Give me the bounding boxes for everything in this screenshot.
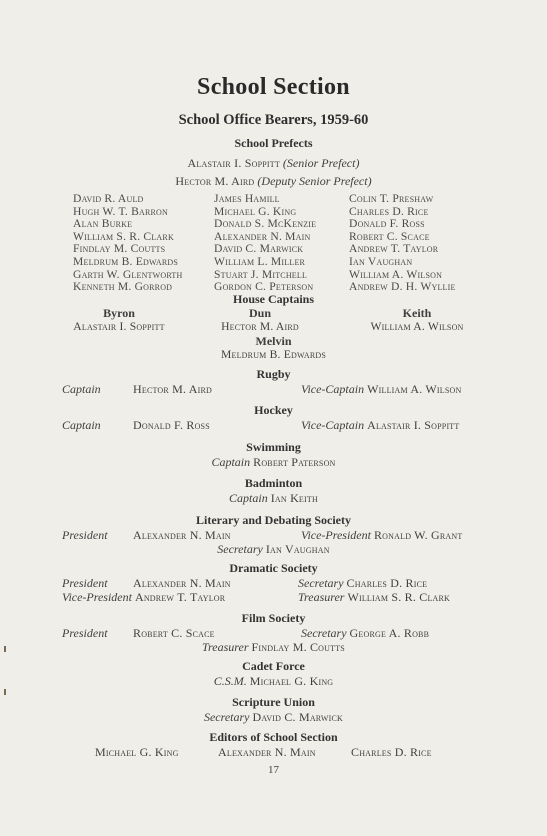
dramatic-treasurer-label: Treasurer — [298, 590, 345, 604]
dramatic-vice-president — [62, 590, 225, 605]
section-subtitle: School Office Bearers, 1959-60 — [178, 112, 369, 128]
prefect-name: Stuart J. Mitchell — [214, 267, 308, 281]
prefect-name: Gordon C. Peterson — [214, 280, 314, 294]
prefect-name: Charles D. Rice — [349, 204, 429, 218]
prefect-name: David C. Marwick — [214, 242, 304, 256]
hockey-vice-name: Alastair I. Soppitt — [367, 418, 460, 432]
prefect-name: Findlay M. Coutts — [73, 242, 166, 256]
scripture-heading: Scripture Union — [232, 695, 315, 709]
dramatic-secretary-name: Charles D. Rice — [346, 576, 428, 590]
house-captains-heading: House Captains — [232, 292, 315, 306]
senior-prefect-line — [0, 156, 547, 171]
hockey-vice-captain — [301, 418, 459, 433]
rugby-vice-name: William A. Wilson — [367, 382, 462, 396]
badminton-captain-name: Ian Keith — [270, 491, 318, 505]
literary-president-label: President — [62, 528, 108, 542]
badminton-captain — [0, 491, 547, 506]
film-heading: Film Society — [241, 611, 306, 625]
senior-prefect-name: Alastair I. Soppitt — [187, 156, 280, 170]
house-name: Dun — [248, 306, 271, 320]
prefects-column-2 — [214, 193, 316, 294]
dramatic-secretary — [298, 576, 427, 591]
scripture-name: David C. Marwick — [252, 710, 344, 724]
prefect-name: Meldrum B. Edwards — [73, 254, 178, 268]
film-treasurer-name: Findlay M. Coutts — [251, 640, 345, 654]
cadet-label: C.S.M. — [213, 674, 247, 688]
prefect-name: Colin T. Preshaw — [349, 192, 434, 205]
film-treasurer — [0, 640, 547, 655]
prefect-name: Alexander N. Main — [214, 229, 311, 243]
literary-secretary-label: Secretary — [217, 542, 263, 556]
prefect-name: Kenneth M. Gorrod — [73, 280, 173, 294]
editor-name: Alexander N. Main — [218, 745, 316, 759]
editor-name: Charles D. Rice — [351, 745, 432, 759]
house-captain-name: Hector M. Aird — [221, 320, 299, 333]
prefect-name: Donald S. McKenzie — [214, 217, 317, 231]
prefects-column-1 — [73, 193, 183, 294]
deputy-prefect-role: (Deputy Senior Prefect) — [257, 174, 372, 188]
house-captain-name: Meldrum B. Edwards — [221, 348, 326, 361]
page-title: School Section — [197, 74, 350, 100]
deputy-prefect-line — [0, 174, 547, 189]
swimming-heading: Swimming — [246, 440, 301, 454]
rugby-vice-captain — [301, 382, 461, 397]
film-treasurer-label: Treasurer — [202, 640, 249, 654]
house-dun — [200, 306, 320, 333]
dramatic-secretary-label: Secretary — [298, 576, 344, 590]
house-byron — [62, 306, 176, 333]
swimming-captain-name: Robert Paterson — [253, 455, 336, 469]
scripture-secretary — [0, 710, 547, 725]
literary-vice-label: Vice-President — [301, 528, 371, 542]
margin-mark — [4, 689, 6, 695]
badminton-heading: Badminton — [244, 476, 303, 490]
prefect-name: William L. Miller — [214, 254, 306, 268]
literary-vice-president — [301, 528, 462, 543]
house-captain-name: Alastair I. Soppitt — [73, 320, 165, 333]
house-name: Byron — [103, 306, 135, 320]
rugby-vice-label: Vice-Captain — [301, 382, 365, 396]
badminton-captain-label: Captain — [229, 491, 268, 505]
senior-prefect-role: (Senior Prefect) — [282, 156, 360, 170]
prefect-name: David R. Auld — [73, 192, 144, 205]
dramatic-president-label: President — [62, 576, 108, 590]
editor-name: Michael G. King — [95, 745, 179, 759]
hockey-captain-name: Donald F. Ross — [133, 418, 210, 432]
prefects-heading: School Prefects — [234, 136, 313, 150]
prefect-name: Robert C. Scace — [349, 229, 430, 243]
dramatic-heading: Dramatic Society — [229, 561, 318, 575]
prefect-name: William S. R. Clark — [73, 229, 174, 243]
film-president-name: Robert C. Scace — [133, 626, 215, 640]
prefect-name: Hugh W. T. Barron — [73, 204, 169, 218]
film-secretary-label: Secretary — [301, 626, 347, 640]
dramatic-vice-label: Vice-President — [62, 590, 132, 604]
literary-secretary-name: Ian Vaughan — [265, 542, 330, 556]
swimming-captain — [0, 455, 547, 470]
prefect-name: Donald F. Ross — [349, 217, 425, 231]
dramatic-treasurer-name: William S. R. Clark — [347, 590, 451, 604]
hockey-heading: Hockey — [254, 403, 293, 417]
cadet-heading: Cadet Force — [242, 659, 305, 673]
rugby-captain-name: Hector M. Aird — [133, 382, 212, 396]
scripture-label: Secretary — [203, 710, 250, 724]
literary-heading: Literary and Debating Society — [196, 513, 351, 527]
prefects-column-3 — [349, 193, 456, 294]
film-secretary — [301, 626, 429, 641]
house-name: Melvin — [255, 334, 292, 348]
cadet-csm — [0, 674, 547, 689]
margin-mark — [4, 646, 6, 652]
dramatic-vice-name: Andrew T. Taylor — [134, 590, 226, 604]
literary-secretary — [0, 542, 547, 557]
house-melvin — [0, 334, 547, 361]
house-keith — [357, 306, 477, 333]
editors-heading: Editors of School Section — [209, 730, 338, 744]
house-name: Keith — [402, 306, 432, 320]
page-number: 17 — [268, 764, 279, 776]
hockey-captain-label: Captain — [62, 418, 101, 432]
prefect-name: Andrew T. Taylor — [349, 242, 439, 256]
dramatic-president-name: Alexander N. Main — [133, 576, 231, 590]
prefect-name: James Hamill — [214, 192, 280, 205]
rugby-heading: Rugby — [256, 367, 291, 381]
prefect-name: Garth W. Glentworth — [73, 267, 183, 281]
prefect-name: Ian Vaughan — [349, 254, 413, 268]
swimming-captain-label: Captain — [211, 455, 251, 469]
literary-vice-name: Ronald W. Grant — [373, 528, 463, 542]
literary-president-name: Alexander N. Main — [133, 528, 231, 542]
prefect-name: William A. Wilson — [349, 267, 443, 281]
prefect-name: Andrew D. H. Wyllie — [349, 280, 456, 294]
deputy-prefect-name: Hector M. Aird — [175, 174, 255, 188]
cadet-name: Michael G. King — [249, 674, 334, 688]
hockey-vice-label: Vice-Captain — [301, 418, 365, 432]
rugby-captain-label: Captain — [62, 382, 101, 396]
film-president-label: President — [62, 626, 108, 640]
film-secretary-name: George A. Robb — [349, 626, 430, 640]
prefect-name: Michael G. King — [214, 204, 297, 218]
dramatic-treasurer — [298, 590, 450, 605]
house-captain-name: William A. Wilson — [370, 320, 464, 333]
prefect-name: Alan Burke — [73, 217, 133, 231]
